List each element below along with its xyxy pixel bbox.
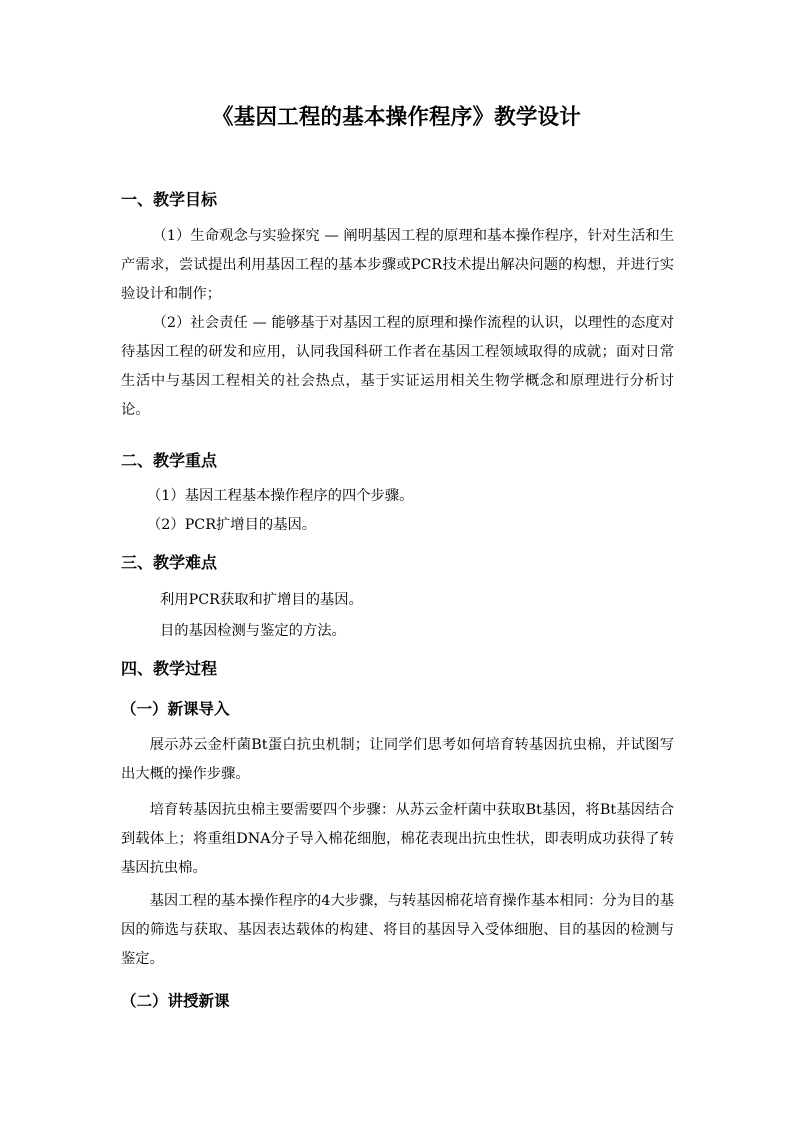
heading-process: 四、教学过程 xyxy=(121,659,218,678)
document-title: 《基因工程的基本操作程序》教学设计 xyxy=(212,105,581,130)
heading-objectives: 一、教学目标 xyxy=(121,190,218,209)
difficulty-2: 目的基因检测与鉴定的方法。 xyxy=(160,623,346,639)
intro-paragraph-3: 基因工程的基本操作程序的4大步骤，与转基因棉花培育操作基本相同：分为目的基因的筛选与获取、基因表达载体的构建、将目的基因导入受体细胞、目的基因的检测与鉴定。 xyxy=(121,893,674,967)
intro-paragraph-2: 培育转基因抗虫棉主要需要四个步骤：从苏云金杆菌中获取Bt基因，将Bt基因结合到载体上；将重组DNA分子导入棉花细胞，棉花表现出抗虫性状，即表明成功获得了转基因抗虫棉。 xyxy=(121,802,674,876)
key-point-2: （2）PCR扩增目的基因。 xyxy=(147,517,317,533)
heading-key-points: 二、教学重点 xyxy=(121,451,218,470)
heading-intro: （一）新课导入 xyxy=(121,699,230,718)
heading-difficulties: 三、教学难点 xyxy=(121,553,218,572)
key-point-1: （1）基因工程基本操作程序的四个步骤。 xyxy=(147,488,414,504)
intro-paragraph-1: 展示苏云金杆菌Bt蛋白抗虫机制；让同学们思考如何培育转基因抗虫棉，并试图写出大概的操作步骤。 xyxy=(121,737,674,782)
heading-teaching: （二）讲授新课 xyxy=(121,991,230,1010)
difficulty-1: 利用PCR获取和扩增目的基因。 xyxy=(160,592,363,608)
objectives-paragraph-2: （2）社会责任 — 能够基于对基因工程的原理和操作流程的认识，以理性的态度对待基因工程的研发和应用，认同我国科研工作者在基因工程领域取得的成就；面对日常生活中与基因工程相关的社会热点，基于实证运用相关生物学概念和原理进行分析讨论。 xyxy=(121,315,674,418)
objectives-paragraph-1: （1）生命观念与实验探究 — 阐明基因工程的原理和基本操作程序，针对生活和生产需求，尝试提出利用基因工程的基本步骤或PCR技术提出解决问题的构想，并进行实验设计和制作； xyxy=(121,228,674,302)
